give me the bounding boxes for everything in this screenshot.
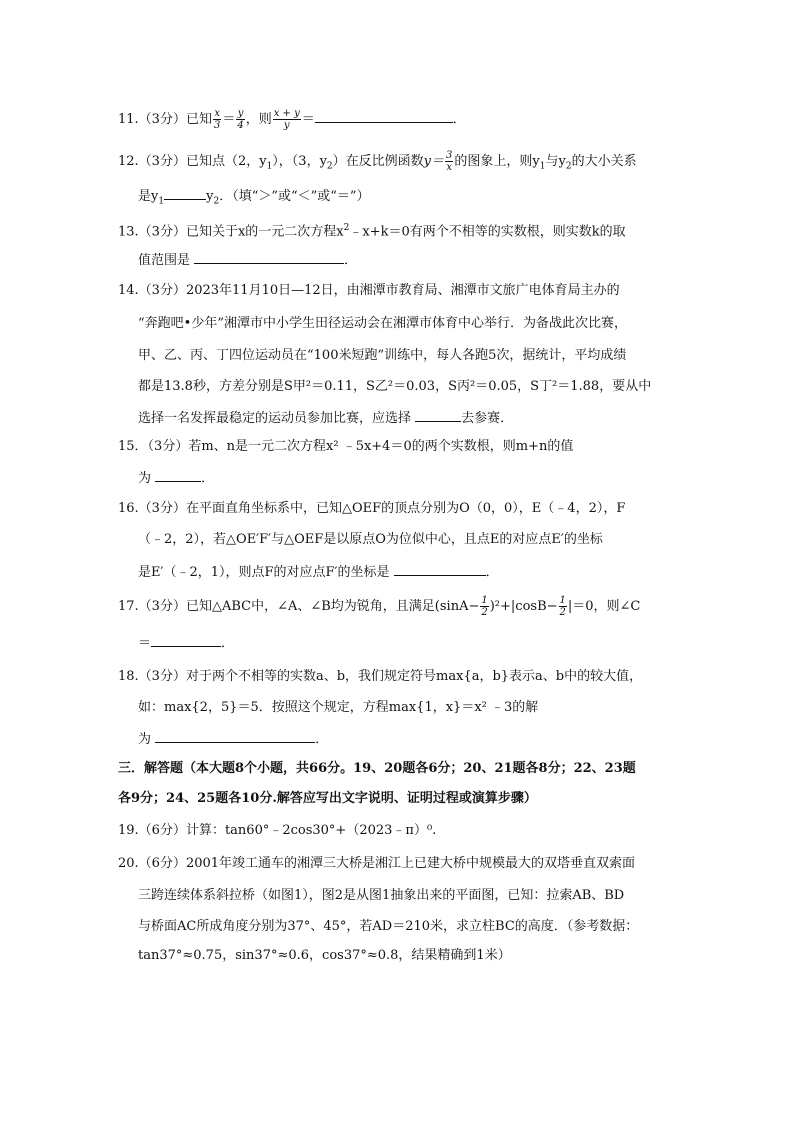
question-16-line-3: 是E′（﹣2，1），则点F的对应点F′的坐标是 ． [138,562,499,582]
question-12-line-1: 12.（3分）已知点（2，$y_1$），（3，$y_2$）在反比例函数y＝ $\frac{3}{x}$ 的图象上，则$y_1$与$y_2$的大小关系 [118,150,637,173]
question-13-line-2: 值范围是 ． [138,250,357,270]
question-11: 11.（3分）已知 $\frac{x}{3}$ ＝ $\frac{y}{4}$ ，则 $\frac{x + y}{y}$ ＝ ． [118,108,466,131]
section-3-heading-line-2: 各9分；24、25题各10分.解答应写出文字说明、证明过程或演算步骤） [118,791,537,806]
question-16-line-2: （﹣2，2），若△OE′F′与△OEF是以原点O为位似中心，且点E的对应点E′的坐标 [138,532,603,547]
question-17-line-2: ＝ ． [138,633,234,653]
question-18-line-1: 18.（3分）对于两个不相等的实数a、b，我们规定符号max{a，b}表示a、b中的较大值， [118,669,643,684]
question-14-line-4: 都是13.8秒，方差分别是S甲²＝0.11，S乙²＝0.03，S丙²＝0.05，S丁²＝1.88，要从中 [138,379,652,394]
fraction-1-over-2-b: $\frac{1}{2}$ [559,595,566,618]
question-18-line-2: 如：max{2，5}＝5．按照这个规定，方程max{1，x}＝x² ﹣3的解 [138,700,539,715]
answer-blank-15[interactable] [155,468,201,482]
answer-blank-13[interactable] [194,250,344,264]
answer-blank-12[interactable] [164,186,206,200]
question-14-line-1: 14.（3分）2023年11月10日—12日，由湘潭市教育局、湘潭市文旅广电体育局主办的 [118,283,620,298]
question-17-line-1: 17.（3分）已知△ABC中，∠A、∠B均为锐角，且满足(sinA− $\frac{1}{2}$ )²+|cosB− $\frac{1}{2}$ |＝0，则∠C [118,595,641,618]
question-18-line-3: 为 ． [138,729,328,749]
question-19: 19.（6分）计算：tan60°﹣2cos30°+（2023﹣π）⁰. [118,823,437,838]
section-3-heading-line-1: 三．解答题（本大题8个小题，共66分。19、20题各6分；20、21题各8分；22、23题 [118,761,636,776]
question-13-line-1: 13.（3分）已知关于x的一元二次方程$x^2﹣x+k=0$有两个不相等的实数根，则实数k的取 [118,223,626,240]
question-15-line-2: 为 ． [138,468,214,488]
fraction-y-over-4: $\frac{y}{4}$ [237,108,244,131]
answer-blank-14[interactable] [415,408,461,422]
question-12-line-2: 是$y_1$ $y_2$．（填“＞”或“＜”或“＝”） [138,186,370,211]
fraction-xy-over-y: $\frac{x + y}{y}$ [273,108,300,131]
fraction-1-over-2-a: $\frac{1}{2}$ [481,595,488,618]
question-14-line-2: “奔跑吧•少年”湘潭市中小学生田径运动会在湘潭市体育中心举行．为备战此次比赛， [138,316,627,331]
answer-blank-18[interactable] [155,729,315,743]
question-20-line-3: 与桥面AC所成角度分别为37°、45°，若AD＝210米，求立柱BC的高度．（参考数据： [138,919,639,934]
answer-blank-17[interactable] [151,633,221,647]
answer-blank-11[interactable] [315,109,453,123]
question-20-line-1: 20.（6分）2001年竣工通车的湘潭三大桥是湘江上已建大桥中规模最大的双塔垂直双索面 [118,856,636,871]
question-14-line-5: 选择一名发挥最稳定的运动员参加比赛，应选择 去参赛． [138,408,513,428]
question-20-line-2: 三跨连续体系斜拉桥（如图1），图2是从图1抽象出来的平面图，已知：拉索AB、BD [138,888,625,903]
question-15-line-1: 15．（3分）若m、n是一元二次方程x² ﹣5x+4＝0的两个实数根，则m+n的值 [118,439,574,454]
question-16-line-1: 16.（3分）在平面直角坐标系中，已知△OEF的顶点分别为O（0，0），E（﹣4，2），F [118,501,626,516]
question-20-line-4: tan37°≈0.75，sin37°≈0.6，cos37°≈0.8，结果精确到1米） [138,948,511,963]
question-14-line-3: 甲、乙、丙、丁四位运动员在“100米短跑”训练中，每人各跑5次，据统计，平均成绩 [138,348,627,363]
answer-blank-16[interactable] [394,562,486,576]
fraction-x-over-3: $\frac{x}{3}$ [213,108,221,131]
fraction-3-over-x: $\frac{3}{x}$ [446,150,453,173]
q11-stem: 11.（3分）已知 [118,112,212,127]
